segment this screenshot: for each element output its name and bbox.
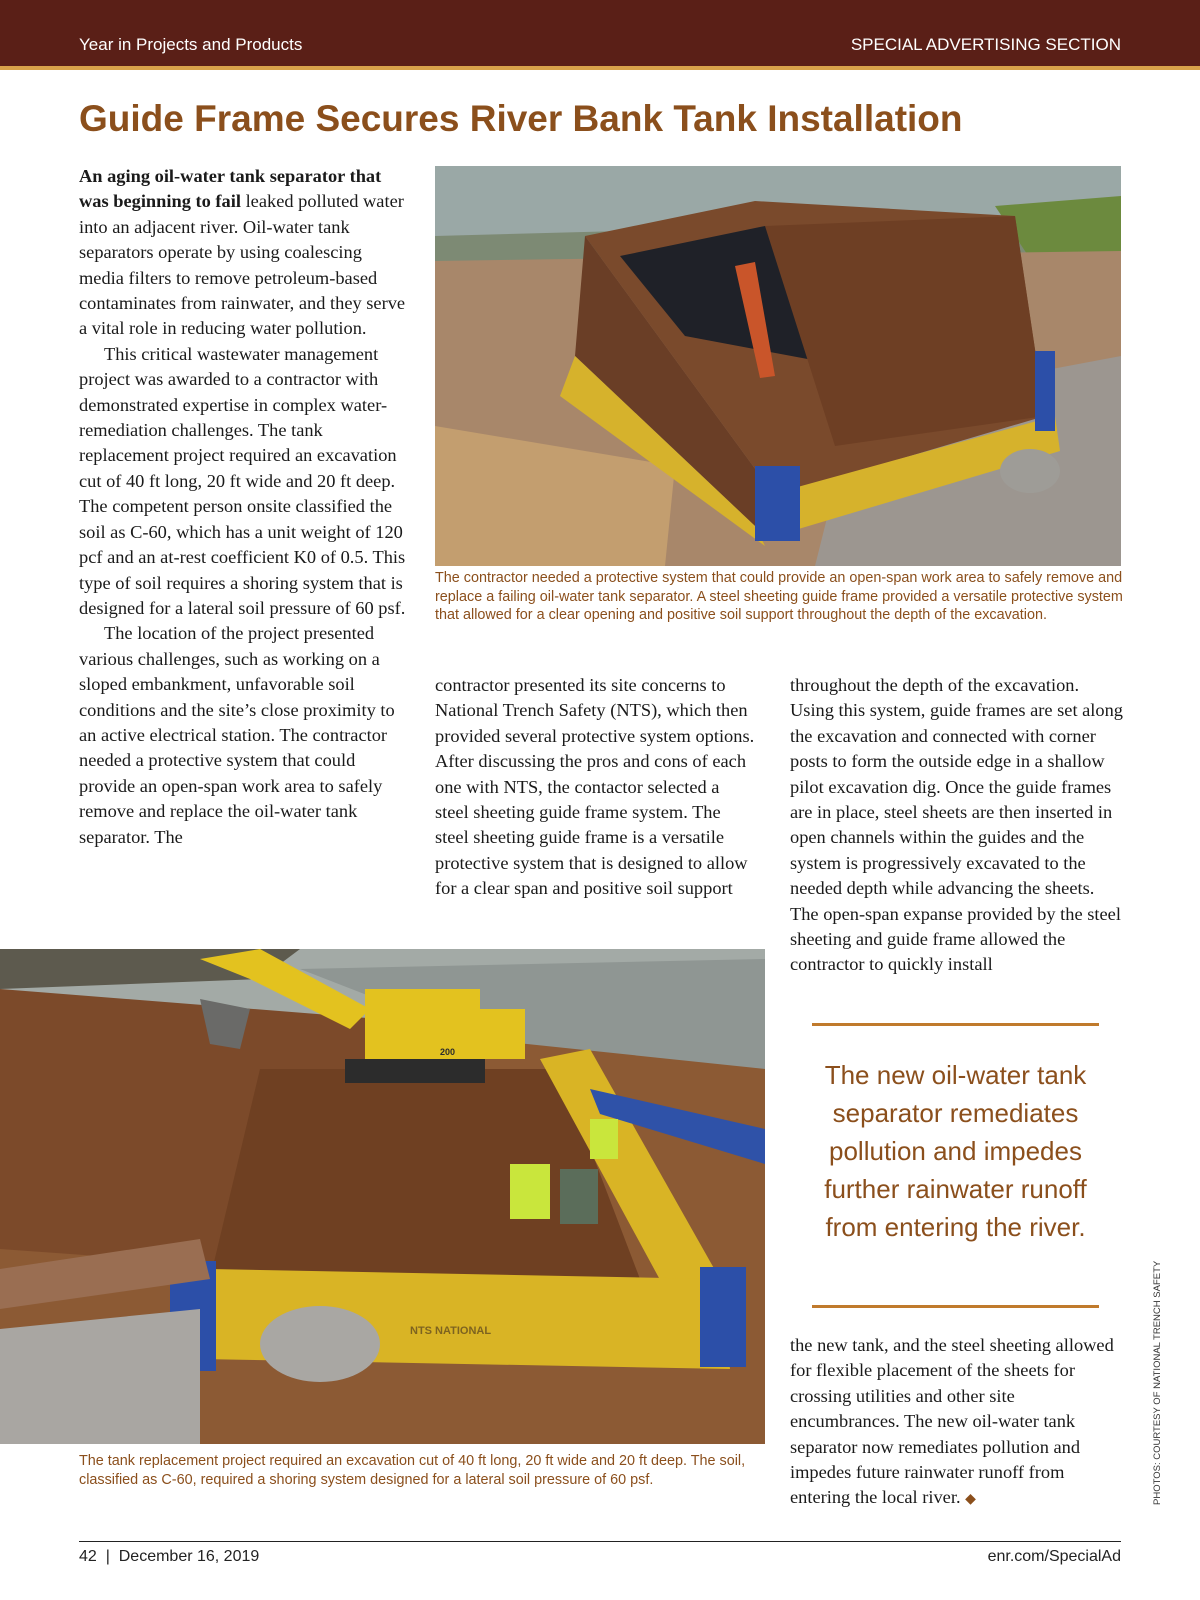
pullquote-top-rule <box>812 1023 1099 1026</box>
closing-paragraph <box>790 1333 1125 1513</box>
photo-2-caption: The tank replacement project required an excavation cut of 40 ft long, 20 ft wide and 20 ft deep. The soil, classified as C-60, required a shoring system designed for a lateral soil pressure of 60 psf. <box>79 1453 746 1488</box>
lead-text: leaked polluted water into an adjacent river. Oil-water tank separators operate by using coalescing media filters to remove petroleum-based contaminates from rainwater, and they serve a vital role in reducing water pollution. <box>79 191 406 339</box>
pullquote-bottom-rule <box>812 1305 1099 1308</box>
photo-trench-crew <box>0 949 765 1444</box>
photo-sheeting-excavation <box>435 166 1121 566</box>
end-mark-icon: ◆ <box>965 1492 976 1508</box>
pullquote: The new oil-water tank separator remediates pollution and impedes further rainwater runoff from entering the river. <box>824 1060 1087 1242</box>
body-column-3 <box>790 673 1125 978</box>
footer-url: enr.com/SpecialAd <box>987 1548 1121 1565</box>
closing-text: the new tank, and the steel sheeting allowed for flexible placement of the sheets for crossing utilities and other site encumbrances. The new oil-water tank separator now remediates pollution and impedes future rainwater runoff from entering the local river. <box>790 1335 1114 1508</box>
advertising-label: SPECIAL ADVERTISING SECTION <box>850 35 1121 54</box>
lead-paragraph <box>79 164 409 342</box>
section-label: Year in Projects and Products <box>79 35 303 54</box>
body-paragraph-3-cont-2: throughout the depth of the excavation. Using this system, guide frames are set along the excavation and connected with corner posts to form the outside edge in a shallow pilot excavation dig. Once the guide frames are in place, steel sheets are then inserted in open channels within the guides and the system is progressively excavated to the needed depth while advancing the sheets. The open-span expanse provided by the steel sheeting and guide frame allowed the contractor to quickly install <box>790 675 1124 975</box>
body-paragraph-2: This critical wastewater management project was awarded to a contractor with demonstrated expertise in complex water-remediation challenges. The tank replacement project required an excavation cut of 40 ft long, 20 ft wide and 20 ft deep. The competent person onsite classified the soil as C-60, which has a unit weight of 120 pcf and an at-rest coefficient K0 of 0.5. This type of soil requires a shoring system that is designed for a lateral soil pressure of 60 psf. <box>79 343 406 618</box>
footer-separator: | <box>105 1548 110 1565</box>
photo-1-caption: The contractor needed a protective system that could provide an open-span work area to safely remove and replace a failing oil-water tank separator. A steel sheeting guide frame provided a versatile protective system that allowed for a clear opening and positive soil support throughout the depth of the excavation. <box>435 570 1123 624</box>
article-title: Guide Frame Secures River Bank Tank Installation <box>79 98 963 139</box>
body-paragraph-3-cont: contractor presented its site concerns to National Trench Safety (NTS), which then provided several protective system options. After discussing the pros and cons of each one with NTS, the contactor selected a steel sheeting guide frame system. The steel sheeting guide frame is a versatile protective system that is designed to allow for a clear span and positive soil support <box>435 675 755 899</box>
photo-credit: PHOTOS: COURTESY OF NATIONAL TRENCH SAFETY <box>1152 1260 1163 1505</box>
lead-bold-text: An aging oil-water tank separator that was beginning to fail <box>79 166 382 212</box>
page-number: 42 <box>79 1548 97 1565</box>
frame-brand-label: NTS NATIONAL <box>410 1325 492 1337</box>
header-bar <box>0 0 1200 70</box>
body-column-3-end <box>790 1333 1125 1513</box>
footer-rule <box>79 1541 1121 1542</box>
body-column-1 <box>79 164 409 850</box>
body-paragraph-3: The location of the project presented various challenges, such as working on a sloped embankment, unfavorable soil conditions and the site’s close proximity to an active electrical station. The contractor needed a protective system that could provide an open-span work area to safely remove and replace the oil-water tank separator. The <box>79 623 395 847</box>
excavator-model-label: 200 <box>440 1047 456 1057</box>
body-column-2 <box>435 673 755 902</box>
issue-date: December 16, 2019 <box>118 1548 260 1565</box>
footer-page-info <box>79 1548 259 1566</box>
